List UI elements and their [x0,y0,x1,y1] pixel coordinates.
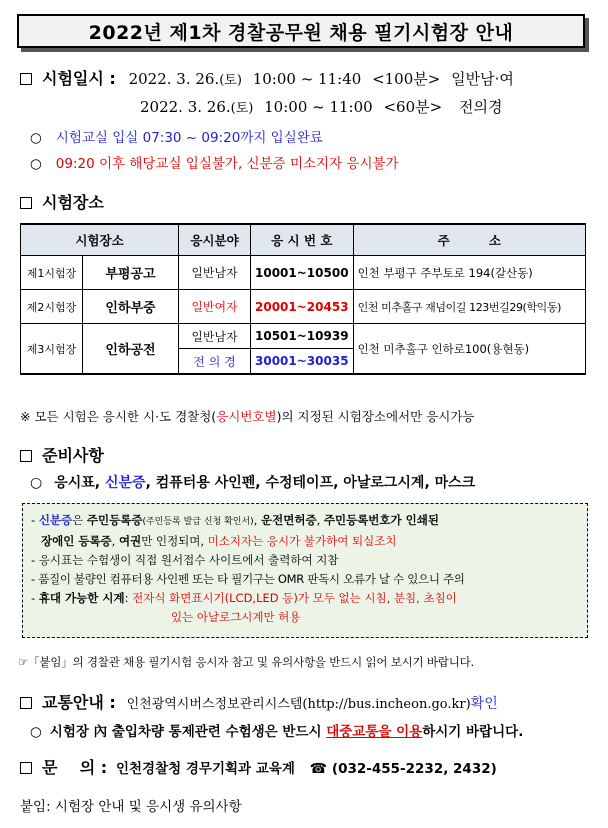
checkbox-square-icon [20,762,32,774]
venue-note-post: )의 지정된 시험장소에서만 응시가능 [276,409,475,424]
notice-text: 은 [72,513,87,527]
prep-item-rest: , 컴퓨터용 사인펜, 수정테이프, 아날로그시계, 마스크 [145,475,476,491]
venue-range: 10001~10500 [251,256,354,290]
exam-time-2: 10:00 ~ 11:00 [264,98,373,116]
prep-notice-box [22,503,588,638]
exam-date-line-2 [140,96,502,117]
venue-range: 10501~10939 [251,324,354,349]
checkbox-square-icon [20,450,32,462]
venue-field: 일반여자 [179,290,251,324]
venue-no: 제2시험장 [21,290,83,324]
notice-text: 품질이 불량인 컴퓨터용 사인펜 또는 타 필기구는 OMR 판독시 오류가 날 수 있으니 주의 [38,572,465,586]
prep-heading [20,443,104,466]
venue-field: 일반남자 [179,256,251,290]
circle-bullet-icon: ○ [30,724,42,740]
exam-duration-2: <60분> [383,98,443,116]
venue-table [20,223,586,375]
venue-name: 부평공고 [83,256,179,290]
exam-day-1: (토) [219,73,242,88]
notice-warning: 있는 아날로그시계만 허용 [171,610,301,624]
header-field: 응시분야 [179,224,251,256]
exam-day-2: (토) [230,101,254,116]
prep-item-a: 응시표, [54,475,105,491]
entry-time-text: 시험교실 입실 07:30 ~ 09:20까지 입실완료 [55,130,323,146]
venue-name: 인하공전 [83,324,179,375]
traffic-text: 인천광역시버스정보관리시스템(http://bus.incheon.go.kr) [126,697,471,712]
contact-line [20,755,497,778]
exam-duration-1: <100분> [372,70,441,88]
title-banner [17,14,585,48]
traffic-label: 교통안내 : [42,693,116,712]
traffic-bullet [30,720,523,740]
checkbox-square-icon [20,197,32,209]
notice-item-3: - 품질이 불량인 컴퓨터용 사인펜 또는 타 필기구는 OMR 판독시 오류가 날 수 있으니 주의 [31,572,465,586]
exam-date-2: 2022. 3. 26. [140,98,231,116]
notice-item-4: - 휴대 가능한 시계: 전자식 화면표시기(LCD,LED 등)가 모두 없는 시침, 분침, 초침이 [31,591,457,605]
notice-text: 주민등록번호가 인쇄된 [323,513,439,527]
table-row [21,256,586,290]
notice-item-4-cont [31,608,579,627]
venue-header-row [21,224,586,256]
circle-bullet-icon: ○ [30,156,42,172]
page-title: 2022년 제1차 경찰공무원 채용 필기시험장 안내 [88,21,514,44]
notice-text: 운전면허증 [261,513,317,527]
prep-item-id: 신분증 [104,475,146,491]
traffic-link[interactable]: 확인 [470,696,498,712]
late-entry-bullet [30,152,399,172]
notice-text: , [111,534,119,548]
checkbox-square-icon [20,73,32,85]
attachment-line: 붙임: 시험장 안내 및 응시생 유의사항 [20,799,242,815]
checkbox-square-icon [20,697,32,709]
notice-text: 응시표는 수험생이 직접 원서접수 사이트에서 출력하여 지참 [38,553,339,567]
notice-warning: 전자식 화면표시기(LCD,LED 등)가 모두 없는 시침, 분침, 초침이 [132,591,457,605]
attachment-reference: ☞「붙임」의 경찰관 채용 필기시험 응시자 참고 및 유의사항을 반드시 읽어 보시기 바랍니다. [18,655,474,669]
venue-label: 시험장소 [42,193,104,212]
table-row [21,324,586,349]
traffic-bullet-emphasis: 대중교통을 이용 [326,724,423,740]
venue-address: 인천 미추홀구 재넘이길 123번길29(학익동) [353,290,585,324]
exam-date-1: 2022. 3. 26. [128,70,220,88]
notice-text: 주민등록증 [86,513,143,527]
notice-text: 휴대 가능한 시계 [38,591,125,605]
entry-time-bullet [30,126,323,146]
notice-item-1: - 신분증은 주민등록증(주민등록 발급 신청 확인서), 운전면허증, 주민등록번호가 인쇄된 [31,513,439,527]
venue-address: 인천 부평구 주부토로 194(갈산동) [353,256,585,290]
notice-text: 만 인정되며, [141,534,208,548]
notice-item-1-cont [31,532,579,551]
table-row [21,290,586,324]
venue-range: 30001~30035 [251,349,354,375]
venue-name: 인하부중 [83,290,179,324]
phone-icon: ☎ [309,761,328,777]
traffic-bullet-text: 시험장 內 출입차량 통제관련 수험생은 반드시 [49,724,327,740]
exam-field-2: 전의경 [458,98,503,116]
exam-field-1: 일반남·여 [451,70,514,88]
notice-text: 여권 [118,534,142,548]
header-venue: 시험장소 [21,224,179,256]
venue-address: 인천 미추홀구 인하로100(용현동) [353,324,585,375]
notice-warning: 미소지자는 응시가 불가하여 퇴실조치 [207,534,397,548]
notice-text: (주민등록 발급 신청 확인서) [142,517,254,527]
notice-text: 장애인 등록증 [41,534,112,548]
header-number: 응 시 번 호 [251,224,354,256]
exam-time-1: 10:00 ~ 11:40 [252,70,362,88]
traffic-bullet-end: 하시기 바랍니다. [422,724,524,740]
traffic-heading [20,690,498,713]
exam-date-line-1 [20,66,514,89]
venue-no: 제1시험장 [21,256,83,290]
notice-item-2: - 응시표는 수험생이 직접 원서접수 사이트에서 출력하여 지참 [31,553,339,567]
notice-text: , [253,513,262,527]
venue-heading [20,190,104,213]
contact-org: 인천경찰청 경무기획과 교육계 [115,761,295,777]
notice-id: 신분증 [38,513,73,527]
exam-date-label: 시험일시 : [42,69,116,88]
notice-text: : [124,591,133,605]
prep-label: 준비사항 [42,446,104,465]
venue-no: 제3시험장 [21,324,83,375]
header-address: 주 소 [353,224,585,256]
notice-text: , [316,513,324,527]
circle-bullet-icon: ○ [30,130,42,146]
venue-field: 전 의 경 [179,349,251,375]
contact-phone: (032-455-2232, 2432) [331,761,497,777]
venue-note-red: 응시번호별 [216,409,277,424]
venue-range: 20001~20453 [251,290,354,324]
contact-label: 문 의 : [42,758,108,777]
venue-note-pre: ※ 모든 시험은 응시한 시·도 경찰청( [20,409,217,424]
circle-bullet-icon: ○ [30,475,43,491]
venue-field: 일반남자 [179,324,251,349]
late-entry-text: 09:20 이후 해당교실 입실불가, 신분증 미소지자 응시불가 [55,156,399,172]
prep-items [30,472,475,492]
venue-note [20,407,475,425]
